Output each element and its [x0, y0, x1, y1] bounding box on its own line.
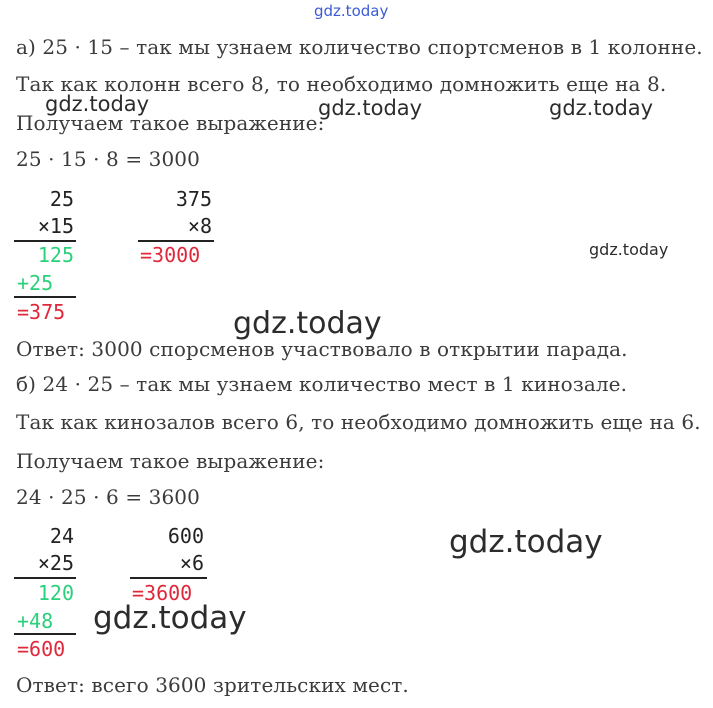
watermark: gdz.today [45, 92, 150, 116]
watermark: gdz.today [449, 524, 603, 560]
calc-partial-product-2: +25 [17, 271, 54, 295]
calc-rule [138, 240, 214, 242]
calc-result: =600 [17, 637, 66, 661]
watermark: gdz.today [549, 96, 654, 120]
part-b-line-2: Так как кинозалов всего 6, то необходимо домножить еще на 6. [16, 410, 701, 434]
calc-rule [130, 577, 207, 579]
part-b-line-1: б) 24 · 25 – так мы узнаем количество мест в 1 кинозале. [16, 372, 628, 396]
calc-result: =3600 [132, 581, 193, 605]
watermark-top: gdz.today [314, 2, 389, 20]
part-a-line-1: а) 25 · 15 – так мы узнаем количество спортсменов в 1 колонне. [16, 35, 703, 59]
watermark: gdz.today [589, 240, 669, 259]
calc-top-number: 24 [49, 524, 74, 548]
part-a-answer: Ответ: 3000 спорсменов участвовало в открытии парада. [16, 337, 628, 361]
calc-multiplier: ×25 [37, 551, 74, 575]
part-a-line-2: Так как колонн всего 8, то необходимо домножить еще на 8. [16, 72, 667, 96]
watermark: gdz.today [318, 96, 423, 120]
part-b-expression: 24 · 25 · 6 = 3600 [16, 485, 200, 509]
part-a-line-3: Получаем такое выражение: [16, 111, 325, 135]
watermark: gdz.today [93, 600, 247, 636]
calc-multiplier: ×6 [179, 551, 204, 575]
calc-partial-product-1: 120 [37, 581, 74, 605]
calc-rule [14, 633, 76, 635]
calc-rule [14, 296, 76, 298]
calc-top-number: 25 [49, 187, 74, 211]
watermark: gdz.today [233, 306, 382, 341]
calc-partial-product-2: +48 [17, 609, 54, 633]
calc-result: =3000 [140, 243, 201, 267]
calc-rule [14, 240, 76, 242]
calc-partial-product-1: 125 [37, 243, 74, 267]
calc-top-number: 600 [167, 524, 204, 548]
part-a-expression: 25 · 15 · 8 = 3000 [16, 147, 200, 171]
calc-top-number: 375 [175, 187, 212, 211]
part-b-line-3: Получаем такое выражение: [16, 449, 325, 473]
calc-multiplier: ×8 [187, 214, 212, 238]
calc-result: =375 [17, 300, 66, 324]
calc-multiplier: ×15 [37, 214, 74, 238]
calc-rule [14, 577, 76, 579]
part-b-answer: Ответ: всего 3600 зрительских мест. [16, 673, 409, 697]
